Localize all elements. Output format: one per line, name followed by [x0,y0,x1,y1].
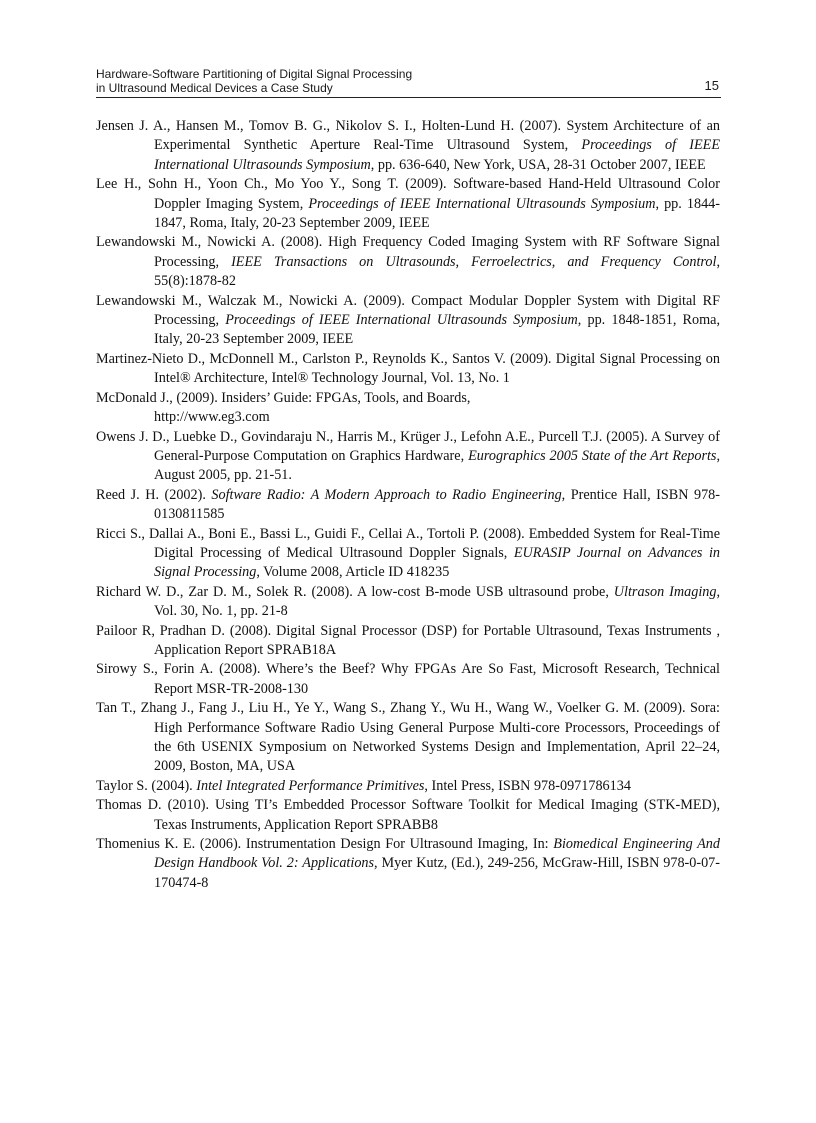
reference-details: , Prentice Hall, ISBN 978-0130811585 [154,486,720,523]
reference-text: Martinez-Nieto D., McDonnell M., Carlston P., Reynolds K., Santos V. (2009). Digital Signal Processing on Intel® Architecture, Intel® Technology Journal, Vol. 13, No. 1 [96,350,720,387]
reference-details: , Intel Press, ISBN 978-0971786134 [424,777,631,794]
reference-source: Proceedings of IEEE International Ultrasounds Symposium [225,312,578,329]
reference-entry [96,835,720,893]
reference-source: IEEE Transactions on Ultrasounds, Ferroelectrics, and Frequency Control [231,253,717,270]
reference-entry [96,175,720,233]
reference-text: Richard W. D., Zar D. M., Solek R. (2008). A low-cost B-mode USB ultrasound probe, [96,583,614,600]
header-divider [96,97,721,98]
reference-text: Reed J. H. (2002). [96,486,212,503]
reference-entry [96,486,720,525]
reference-entry [96,622,720,661]
page-header [96,67,721,95]
reference-entry [96,525,720,583]
reference-source: Ultrason Imaging [613,583,717,600]
reference-source: Biomedical Engineering And Design Handbook Vol. 2: Applications [154,836,720,872]
reference-text: Tan T., Zhang J., Fang J., Liu H., Ye Y., Wang S., Zhang Y., Wu H., Wang W., Voelker G. M. (2009). Sora: High Performance Software Radio Using General Purpose Multi-core Processors, Proceedings of the 6th USENIX Symposium on Networked Systems Design and Implementation, April 22–24, 2009, Boston, MA, USA [96,700,720,775]
reference-text: Lewandowski M., Nowicki A. (2008). High Frequency Coded Imaging System with RF Software Signal Processing, [96,234,720,270]
reference-entry [96,583,720,622]
reference-entry [96,796,720,835]
reference-details: , Volume 2008, Article ID 418235 [256,564,450,581]
reference-source: EURASIP Journal on Advances in Signal Processing [154,544,720,581]
reference-source: Proceedings of IEEE International Ultrasounds Symposium [308,195,656,212]
running-title-line-2: in Ultrasound Medical Devices a Case Study [96,81,333,95]
reference-entry [96,699,720,777]
running-title-line-1: Hardware-Software Partitioning of Digital Signal Processing [96,67,413,81]
reference-details: , pp. 1844-1847, Roma, Italy, 20-23 September 2009, IEEE [154,195,720,232]
reference-entry [96,117,720,175]
reference-source: Proceedings of IEEE International Ultrasounds Symposium [154,137,720,173]
page-number: 15 [704,78,719,93]
reference-url-link[interactable]: http://www.eg3.com [154,409,270,426]
reference-text: Sirowy S., Forin A. (2008). Where’s the Beef? Why FPGAs Are So Fast, Microsoft Research, Technical Report MSR-TR-2008-130 [96,661,720,697]
reference-text: Jensen J. A., Hansen M., Tomov B. G., Nikolov S. I., Holten-Lund H. (2007). System Architecture of an Experimental Synthetic Aperture Real-Time Ultrasound System, [96,118,720,154]
reference-source: Eurographics 2005 State of the Art Reports [468,447,717,464]
reference-source: Intel Integrated Performance Primitives [196,777,425,794]
reference-entry [96,292,720,350]
reference-text: Lee H., Sohn H., Yoon Ch., Mo Yoo Y., Song T. (2009). Software-based Hand-Held Ultrasound Color Doppler Imaging System, [96,176,720,212]
reference-details: , 55(8):1878-82 [154,253,720,290]
reference-text: Owens J. D., Luebke D., Govindaraju N., Harris M., Krüger J., Lefohn A.E., Purcell T.J. (2005). A Survey of General-Purpose Computation on Graphics Hardware, [96,428,720,464]
reference-text: Pailoor R, Pradhan D. (2008). Digital Signal Processor (DSP) for Portable Ultrasound, Texas Instruments , Application Report SPRAB18A [96,622,720,658]
reference-details: , Vol. 30, No. 1, pp. 21-8 [154,583,720,620]
reference-details: , August 2005, pp. 21-51. [154,447,720,484]
reference-entry [96,660,720,699]
reference-text: Thomas D. (2010). Using TI’s Embedded Processor Software Toolkit for Medical Imaging (STK-MED), Texas Instruments, Application Report SPRABB8 [96,797,720,833]
reference-details: , Myer Kutz, (Ed.), 249-256, McGraw-Hill, ISBN 978-0-07-170474-8 [154,855,720,891]
reference-list [96,117,720,893]
reference-entry [96,233,720,291]
reference-text: Ricci S., Dallai A., Boni E., Bassi L., Guidi F., Cellai A., Tortoli P. (2008). Embedded System for Real-Time Digital Processing of Medical Ultrasound Doppler Signals, [96,525,720,561]
reference-text: Thomenius K. E. (2006). Instrumentation Design For Ultrasound Imaging, In: [96,836,554,853]
reference-text: McDonald J., (2009). Insiders’ Guide: FPGAs, Tools, and Boards, [96,389,471,406]
reference-entry [96,428,720,486]
reference-entry [96,777,720,796]
reference-details: , pp. 636-640, New York, USA, 28-31 October 2007, IEEE [370,156,706,173]
reference-text: Lewandowski M., Walczak M., Nowicki A. (2009). Compact Modular Doppler System with Digital RF Processing, [96,292,720,329]
reference-text: Taylor S. (2004). [96,777,197,794]
reference-details: , pp. 1848-1851, Roma, Italy, 20-23 September 2009, IEEE [154,312,720,348]
reference-entry [96,350,720,389]
reference-source: Software Radio: A Modern Approach to Radio Engineering [211,486,562,503]
reference-entry [96,389,720,428]
